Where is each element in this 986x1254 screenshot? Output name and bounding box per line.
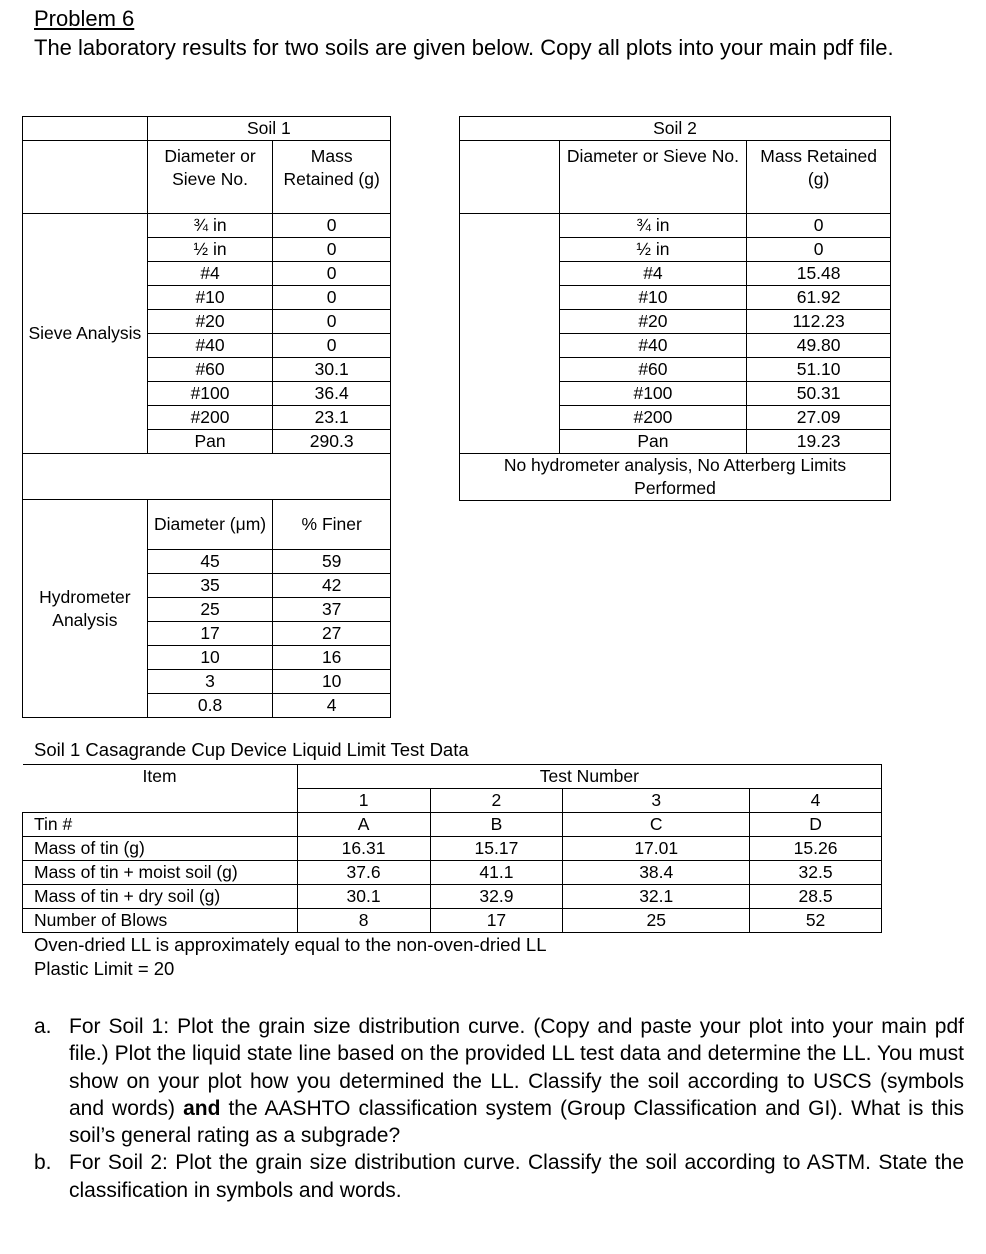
table-cell: 17 — [430, 909, 563, 933]
table-cell: 25 — [563, 909, 750, 933]
ll-item-header: Item — [23, 765, 298, 789]
question-a-text — [69, 1013, 964, 1149]
ll-note-plastic-limit: Plastic Limit = 20 — [34, 958, 175, 979]
table-cell: 37 — [273, 598, 391, 622]
table-cell: 32.5 — [750, 861, 882, 885]
table-cell: C — [563, 813, 750, 837]
table-cell: #10 — [147, 286, 273, 310]
question-a-text-1: For Soil 1: Plot the grain size distribution curve. (Copy and paste your plot into your main pdf file.) Plot the liquid state line based on the provided LL test data and determine the LL. You must show on your plot how you determined the LL. Classify the soil according to USCS (symbols and words) — [69, 1015, 964, 1120]
table-cell: 290.3 — [273, 430, 391, 454]
table-cell: 17.01 — [563, 837, 750, 861]
table-cell: 3 — [147, 670, 273, 694]
table-cell: B — [430, 813, 563, 837]
ll-row-label: Mass of tin + moist soil (g) — [23, 861, 298, 885]
table-cell: 27.09 — [747, 406, 891, 430]
ll-test-number: 4 — [750, 789, 882, 813]
table-cell: #40 — [559, 334, 747, 358]
table-cell: #20 — [147, 310, 273, 334]
table-cell: 35 — [147, 574, 273, 598]
table-cell: 28.5 — [750, 885, 882, 909]
table-cell: 36.4 — [273, 382, 391, 406]
question-b-label: b. — [34, 1151, 52, 1175]
table-cell: 10 — [147, 646, 273, 670]
table-cell: 4 — [273, 694, 391, 718]
table-cell: 0 — [273, 214, 391, 238]
table-cell: 27 — [273, 622, 391, 646]
table-cell: 49.80 — [747, 334, 891, 358]
table-cell: D — [750, 813, 882, 837]
table-cell: 0 — [273, 310, 391, 334]
table-cell: 10 — [273, 670, 391, 694]
ll-test-number: 2 — [430, 789, 563, 813]
table-cell: #40 — [147, 334, 273, 358]
table-cell: 61.92 — [747, 286, 891, 310]
question-b-text: For Soil 2: Plot the grain size distribution curve. Classify the soil according to ASTM. State the classification in symbols and words. — [69, 1151, 964, 1202]
ll-test-number: 1 — [297, 789, 430, 813]
problem-intro: The laboratory results for two soils are given below. Copy all plots into your main pdf file. — [34, 35, 894, 60]
table-cell: 42 — [273, 574, 391, 598]
ll-test-number: 3 — [563, 789, 750, 813]
ll-note-oven: Oven-dried LL is approximately equal to the non-oven-dried LL — [34, 934, 547, 955]
soil1-hydro-col-diameter: Diameter (μm) — [147, 500, 273, 550]
table-cell: 50.31 — [747, 382, 891, 406]
table-cell: #100 — [559, 382, 747, 406]
table-cell: 30.1 — [273, 358, 391, 382]
table-cell: 15.26 — [750, 837, 882, 861]
table-cell: 112.23 — [747, 310, 891, 334]
table-cell: #60 — [147, 358, 273, 382]
table-cell: ½ in — [147, 238, 273, 262]
table-cell: #200 — [559, 406, 747, 430]
table-cell: #200 — [147, 406, 273, 430]
table-cell: 23.1 — [273, 406, 391, 430]
questions — [34, 1013, 964, 1204]
table-cell: ½ in — [559, 238, 747, 262]
table-cell: 17 — [147, 622, 273, 646]
table-cell: 32.9 — [430, 885, 563, 909]
problem-title: Problem 6 — [34, 6, 135, 31]
table-cell: Pan — [147, 430, 273, 454]
table-cell: 38.4 — [563, 861, 750, 885]
soil2-title: Soil 2 — [460, 117, 891, 141]
table-cell: #10 — [559, 286, 747, 310]
soil2-table — [459, 116, 891, 501]
table-cell: 8 — [297, 909, 430, 933]
table-cell: 0 — [747, 238, 891, 262]
table-cell: 15.48 — [747, 262, 891, 286]
table-cell: 0.8 — [147, 694, 273, 718]
question-b — [34, 1149, 964, 1204]
ll-test-header: Test Number — [297, 765, 881, 789]
ll-notes — [34, 933, 546, 981]
ll-test-caption: Soil 1 Casagrande Cup Device Liquid Limit Test Data — [34, 739, 469, 760]
question-a-bold: and — [183, 1096, 221, 1120]
ll-row-label: Tin # — [23, 813, 298, 837]
table-cell: 15.17 — [430, 837, 563, 861]
table-cell: ¾ in — [147, 214, 273, 238]
table-cell: 51.10 — [747, 358, 891, 382]
table-cell: #100 — [147, 382, 273, 406]
soil2-col-diameter: Diameter or Sieve No. — [559, 141, 747, 214]
ll-test-table — [22, 764, 882, 933]
table-cell: 19.23 — [747, 430, 891, 454]
soil1-hydro-col-finer: % Finer — [273, 500, 391, 550]
soil1-col-mass: Mass Retained (g) — [273, 141, 391, 214]
soil2-note: No hydrometer analysis, No Atterberg Limits Performed — [460, 454, 891, 501]
table-cell: 16 — [273, 646, 391, 670]
table-cell: 59 — [273, 550, 391, 574]
question-a — [34, 1013, 964, 1149]
table-cell: 25 — [147, 598, 273, 622]
table-cell: 52 — [750, 909, 882, 933]
question-a-label: a. — [34, 1015, 52, 1038]
table-cell: ¾ in — [559, 214, 747, 238]
soil1-col-diameter: Diameter or Sieve No. — [147, 141, 273, 214]
table-cell: 32.1 — [563, 885, 750, 909]
soil1-sieve-label: Sieve Analysis — [23, 214, 148, 454]
table-cell: #20 — [559, 310, 747, 334]
table-cell: 41.1 — [430, 861, 563, 885]
table-cell: 16.31 — [297, 837, 430, 861]
table-cell: 30.1 — [297, 885, 430, 909]
table-cell: 0 — [273, 334, 391, 358]
table-cell: #60 — [559, 358, 747, 382]
ll-row-label: Mass of tin + dry soil (g) — [23, 885, 298, 909]
soil1-title: Soil 1 — [147, 117, 390, 141]
ll-row-label: Mass of tin (g) — [23, 837, 298, 861]
table-cell: 45 — [147, 550, 273, 574]
table-cell: A — [297, 813, 430, 837]
question-a-text-2: the AASHTO classification system (Group Classification and GI). What is this soil’s general rating as a subgrade? — [69, 1096, 964, 1148]
table-cell: Pan — [559, 430, 747, 454]
table-cell: 0 — [273, 238, 391, 262]
table-cell: 37.6 — [297, 861, 430, 885]
table-cell: 0 — [273, 286, 391, 310]
table-cell: 0 — [747, 214, 891, 238]
table-cell: #4 — [147, 262, 273, 286]
table-cell: #4 — [559, 262, 747, 286]
table-cell: 0 — [273, 262, 391, 286]
soil2-col-mass: Mass Retained (g) — [747, 141, 891, 214]
soil1-table — [22, 116, 391, 718]
ll-row-label: Number of Blows — [23, 909, 298, 933]
soil1-hydro-label: Hydrometer Analysis — [23, 500, 148, 718]
